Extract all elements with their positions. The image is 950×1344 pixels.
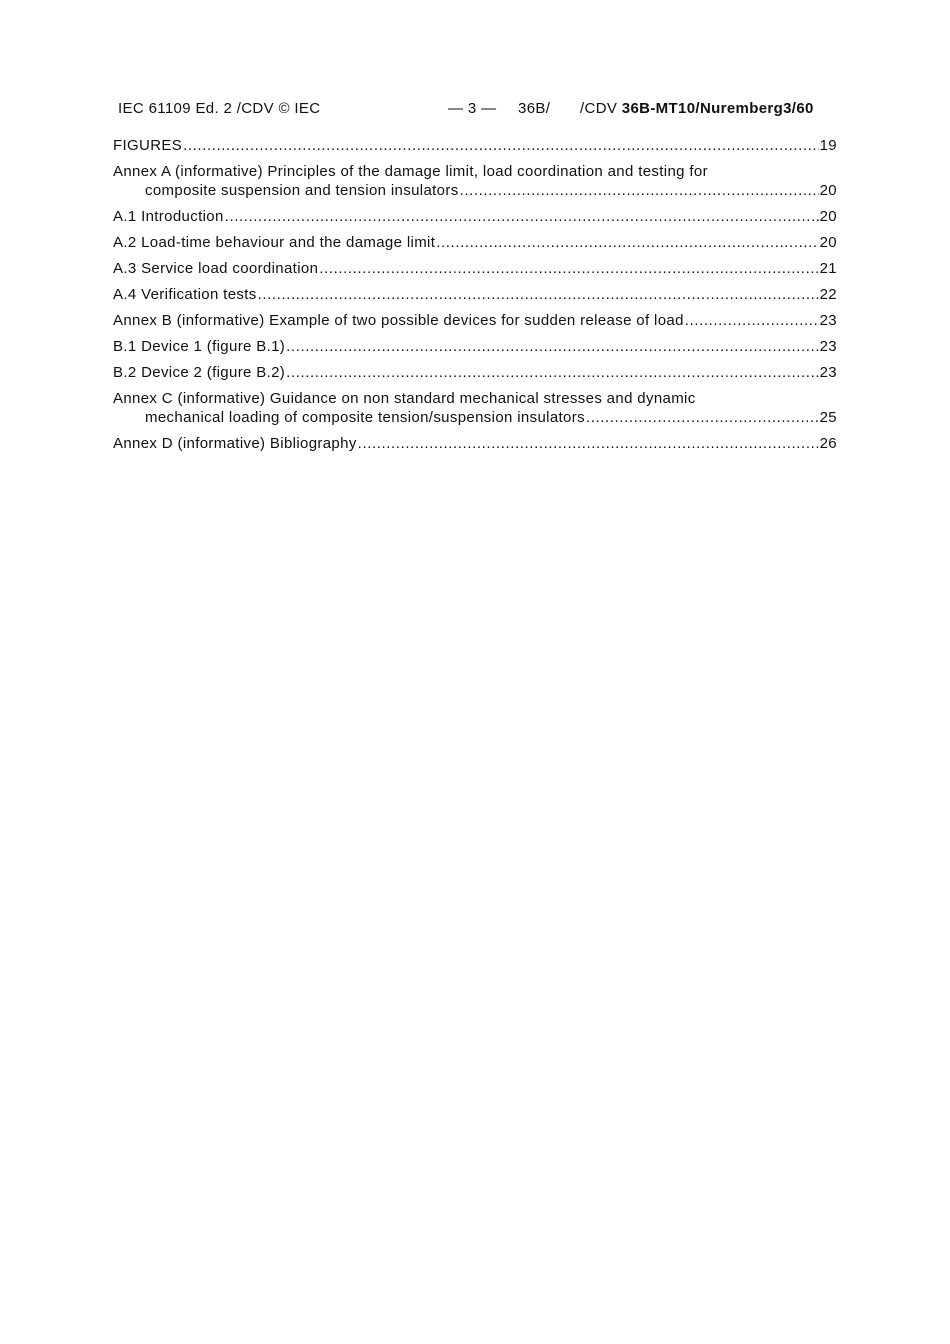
toc-leader-dots [225, 207, 819, 226]
toc-leader-dots [286, 337, 818, 356]
toc-page-number: 23 [819, 312, 837, 329]
toc-entry-title-continued: mechanical loading of composite tension/suspension insulators [145, 409, 585, 426]
toc-entry-title-continued: composite suspension and tension insulators [145, 182, 459, 199]
header-cdv-prefix: /CDV [580, 100, 622, 117]
toc-page-number: 21 [819, 260, 837, 277]
header-cdv-ref [580, 100, 814, 117]
toc-page-number: 25 [819, 409, 837, 426]
toc-entry-a3[interactable] [113, 259, 837, 278]
header-doc-number: 36B/ [518, 100, 551, 117]
toc-page-number: 23 [819, 364, 837, 381]
toc-entry-annex-c[interactable] [113, 389, 837, 427]
toc-entry-title: A.3 Service load coordination [113, 260, 319, 277]
toc-leader-dots [286, 363, 818, 382]
toc-entry-annex-b[interactable] [113, 311, 837, 330]
header-standard-ref: IEC 61109 Ed. 2 /CDV © IEC [118, 100, 321, 117]
toc-leader-dots [319, 259, 818, 278]
header-page-number: — 3 — [448, 100, 497, 117]
toc-page-number: 20 [819, 234, 837, 251]
toc-entry-title: A.4 Verification tests [113, 286, 257, 303]
table-of-contents [113, 136, 837, 460]
toc-leader-dots [183, 136, 818, 155]
toc-entry-annex-a[interactable] [113, 162, 837, 200]
toc-entry-a1[interactable] [113, 207, 837, 226]
toc-entry-a4[interactable] [113, 285, 837, 304]
toc-page-number: 26 [819, 435, 837, 452]
toc-entry-a2[interactable] [113, 233, 837, 252]
toc-entry-title: Annex D (informative) Bibliography [113, 435, 357, 452]
toc-page-number: 20 [819, 208, 837, 225]
toc-entry-title: Annex B (informative) Example of two possible devices for sudden release of load [113, 312, 684, 329]
toc-entry-title: A.2 Load-time behaviour and the damage limit [113, 234, 436, 251]
toc-page-number: 20 [819, 182, 837, 199]
toc-leader-dots [586, 408, 819, 427]
toc-entry-b2[interactable] [113, 363, 837, 382]
toc-entry-title: B.1 Device 1 (figure B.1) [113, 338, 286, 355]
toc-entry-annex-d[interactable] [113, 434, 837, 453]
toc-leader-dots [258, 285, 819, 304]
toc-page-number: 23 [819, 338, 837, 355]
toc-leader-dots [460, 181, 819, 200]
toc-entry-title: A.1 Introduction [113, 208, 224, 225]
toc-leader-dots [685, 311, 819, 330]
toc-leader-dots [358, 434, 819, 453]
toc-leader-dots [436, 233, 818, 252]
toc-entry-title: Annex A (informative) Principles of the damage limit, load coordination and testing for [113, 163, 708, 180]
toc-entry-title: FIGURES [113, 137, 183, 154]
toc-entry-title: B.2 Device 2 (figure B.2) [113, 364, 286, 381]
toc-page-number: 19 [819, 137, 837, 154]
page-header [118, 100, 838, 120]
toc-entry-b1[interactable] [113, 337, 837, 356]
toc-entry-title: Annex C (informative) Guidance on non standard mechanical stresses and dynamic [113, 390, 696, 407]
toc-page-number: 22 [819, 286, 837, 303]
header-cdv-code: 36B-MT10/Nuremberg3/60 [621, 100, 814, 117]
toc-entry-figures[interactable] [113, 136, 837, 155]
